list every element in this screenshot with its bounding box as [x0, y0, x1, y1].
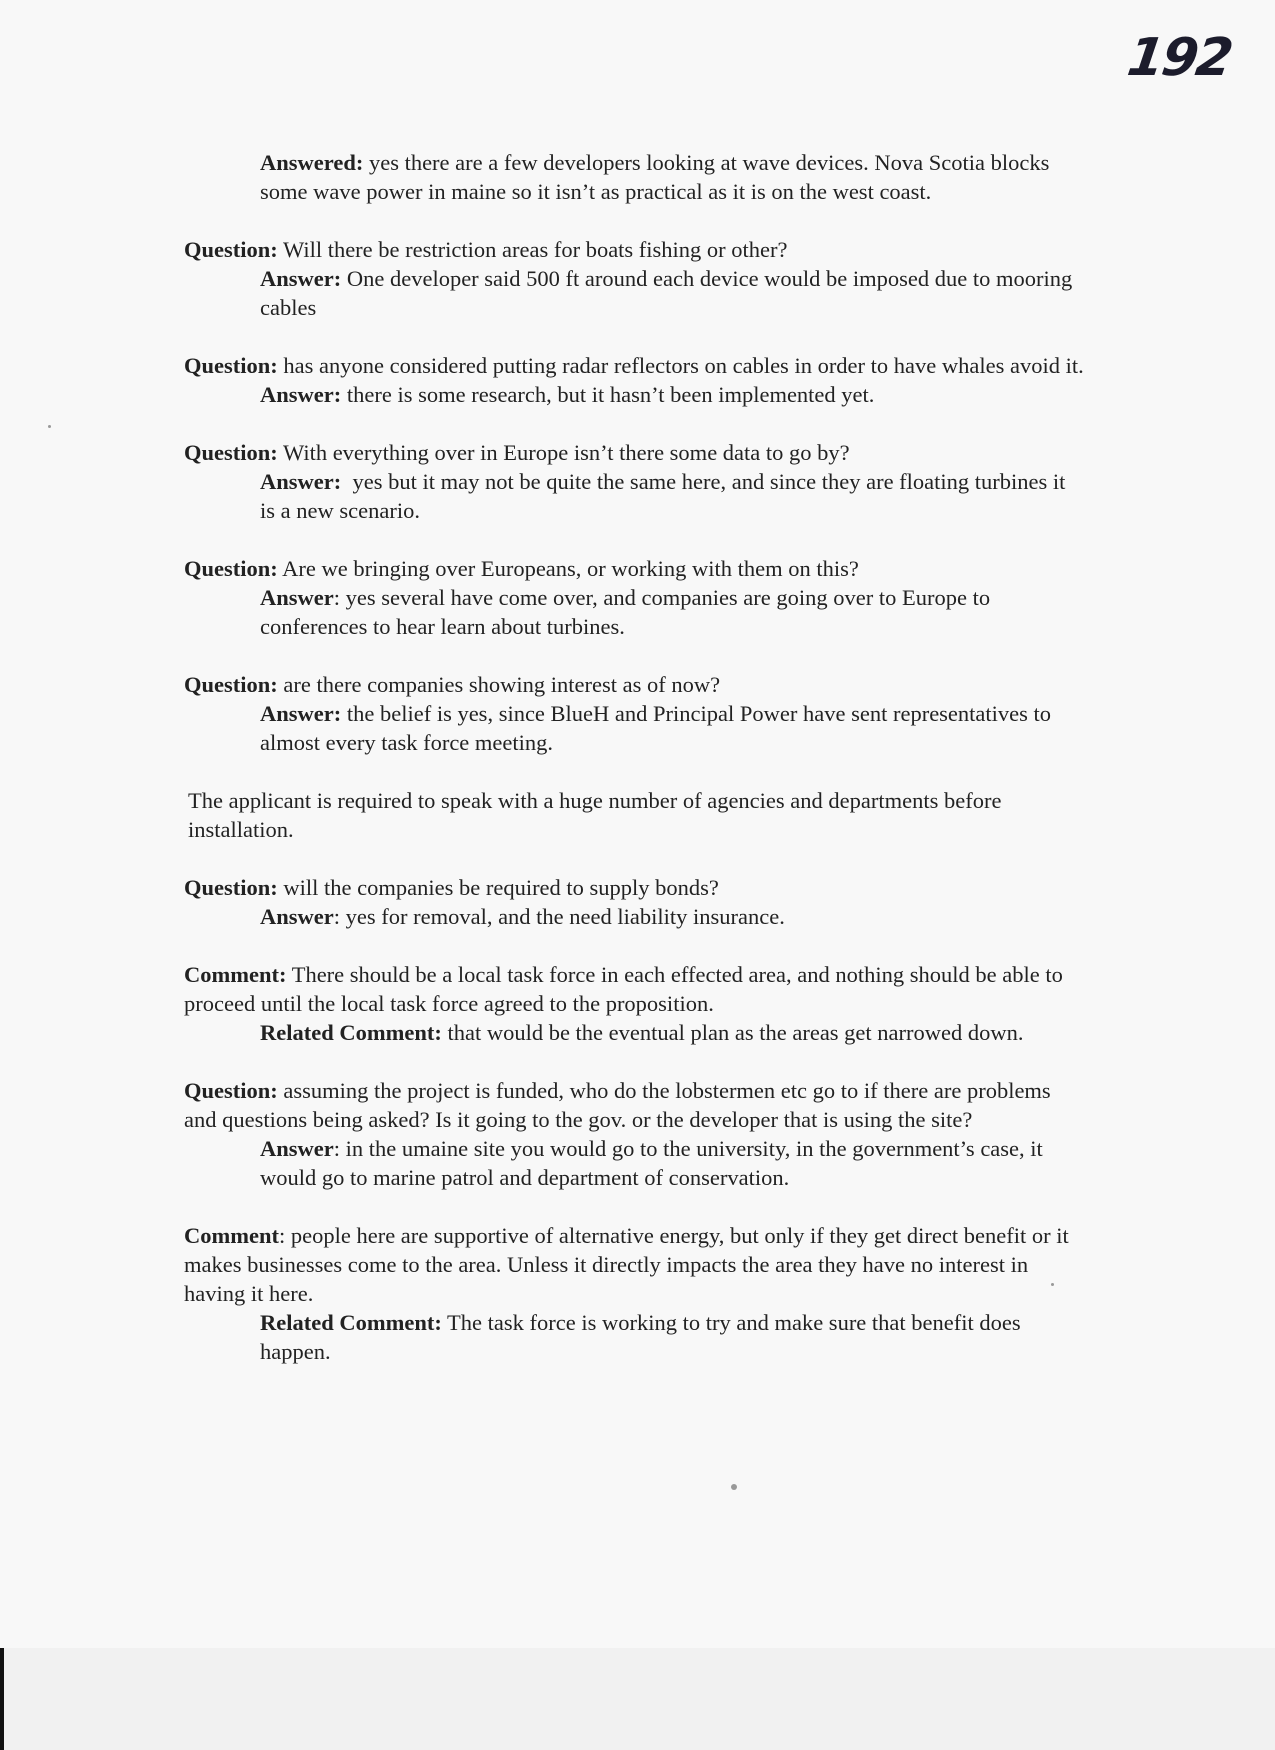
- question-label: Question:: [184, 875, 278, 900]
- qa-block-1: [184, 148, 1084, 206]
- qa-block-4: [184, 438, 1084, 525]
- related-comment-label: Related Comment:: [260, 1310, 442, 1335]
- question-label: Question:: [184, 237, 278, 262]
- answer-text: Answer: One developer said 500 ft around each device would be imposed due to mooring cables: [260, 266, 1073, 320]
- question-label: Question:: [184, 672, 278, 697]
- question-label: Question:: [184, 1078, 278, 1103]
- answer-text: Answer: the belief is yes, since BlueH and Principal Power have sent representatives to almost every task force meeting.: [260, 701, 1052, 755]
- answer-text: Answer: yes but it may not be quite the same here, and since they are floating turbines it is a new scenario.: [260, 469, 1072, 523]
- qa-block-10: [184, 1076, 1084, 1192]
- comment-block-9: [184, 960, 1084, 1047]
- question-label: Question:: [184, 440, 278, 465]
- statement-block: [184, 786, 1084, 844]
- answer-label: Answer:: [260, 382, 342, 407]
- answer-text: Answer: yes several have come over, and companies are going over to Europe to conferences to hear learn about turbines.: [260, 585, 991, 639]
- minutes-body: [184, 148, 1084, 1395]
- answer-text: Answer: there is some research, but it hasn’t been implemented yet.: [260, 382, 875, 407]
- question-text: Question: has anyone considered putting radar reflectors on cables in order to have whales avoid it.: [184, 353, 1084, 378]
- comment-text: Comment: people here are supportive of alternative energy, but only if they get direct benefit or it makes businesses come to the area. Unless it directly impacts the area they have no interest in having it here.: [184, 1223, 1069, 1306]
- comment-label: Comment: [184, 1223, 279, 1248]
- question-label: Question:: [184, 353, 278, 378]
- question-label: Question:: [184, 556, 278, 581]
- handwritten-page-number: 192: [1124, 28, 1236, 88]
- answer-text: Answered: yes there are a few developers looking at wave devices. Nova Scotia blocks some wave power in maine so it isn’t as practical as it is on the west coast.: [260, 150, 1050, 204]
- qa-block-8: [184, 873, 1084, 931]
- question-text: Question: will the companies be required to supply bonds?: [184, 875, 719, 900]
- answer-label: Answer:: [260, 266, 342, 291]
- related-comment-label: Related Comment:: [260, 1020, 442, 1045]
- statement-text: The applicant is required to speak with a huge number of agencies and departments before installation.: [188, 788, 1002, 842]
- question-text: Question: With everything over in Europe isn’t there some data to go by?: [184, 440, 850, 465]
- answer-label: Answer: [260, 904, 334, 929]
- qa-block-5: [184, 554, 1084, 641]
- answer-label: Answer: [260, 585, 334, 610]
- question-text: Question: are there companies showing interest as of now?: [184, 672, 721, 697]
- answer-text: Answer: yes for removal, and the need liability insurance.: [260, 904, 785, 929]
- related-comment-text: Related Comment: that would be the eventual plan as the areas get narrowed down.: [260, 1020, 1024, 1045]
- question-text: Question: Will there be restriction areas for boats fishing or other?: [184, 237, 788, 262]
- qa-block-2: [184, 235, 1084, 322]
- answer-text: Answer: in the umaine site you would go to the university, in the government’s case, it would go to marine patrol and department of conservation.: [260, 1136, 1043, 1190]
- scan-left-edge-mark: [0, 1648, 4, 1750]
- qa-block-6: [184, 670, 1084, 757]
- answer-label: Answer:: [260, 469, 342, 494]
- comment-label: Comment:: [184, 962, 287, 987]
- question-text: Question: assuming the project is funded, who do the lobstermen etc go to if there are problems and questions being asked? Is it going to the gov. or the developer that is using the site?: [184, 1078, 1051, 1132]
- scan-speck: [1051, 1283, 1054, 1286]
- comment-block-11: [184, 1221, 1084, 1366]
- scan-speck: [731, 1484, 737, 1490]
- answer-label: Answered:: [260, 150, 364, 175]
- qa-block-3: [184, 351, 1084, 409]
- scan-speck: [48, 425, 51, 428]
- answer-label: Answer:: [260, 701, 342, 726]
- question-text: Question: Are we bringing over Europeans, or working with them on this?: [184, 556, 859, 581]
- related-comment-text: Related Comment: The task force is working to try and make sure that benefit does happen.: [260, 1310, 1021, 1364]
- scan-bottom-edge: [0, 1648, 1275, 1750]
- answer-label: Answer: [260, 1136, 334, 1161]
- comment-text: Comment: There should be a local task force in each effected area, and nothing should be able to proceed until the local task force agreed to the proposition.: [184, 962, 1063, 1016]
